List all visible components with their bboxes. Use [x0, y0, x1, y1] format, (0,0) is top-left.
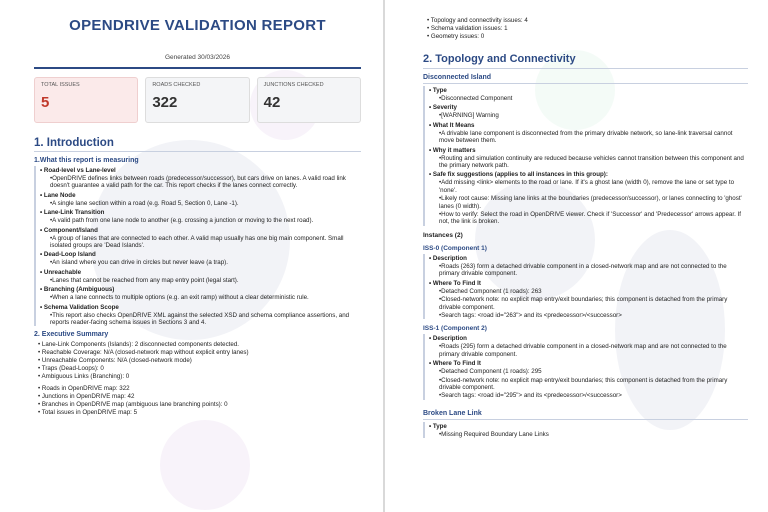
subsection-heading: 1.What this report is measuring	[34, 157, 139, 164]
field-label: • Description	[429, 254, 748, 263]
card-label: JUNCTIONS CHECKED	[263, 82, 324, 88]
field-value: • Closed-network note: no explicit map entry/exit boundaries; this component is detached from the primary drivable component.	[429, 296, 748, 311]
definition-term: • Schema Validation Scope	[40, 303, 361, 312]
card-label: ROADS CHECKED	[152, 82, 201, 88]
issue-details	[423, 422, 748, 438]
summary-list-1	[34, 341, 361, 381]
card-value: 322	[152, 94, 178, 111]
field-value: • Detached Component (1 roads): 263	[429, 288, 748, 295]
list-item: • Junctions in OpenDRIVE map: 42	[34, 393, 361, 401]
list-item: • Schema validation issues: 1	[423, 25, 748, 33]
definition-text: • Lanes that cannot be reached from any map entry point (legal start).	[40, 277, 361, 284]
field-value: • Disconnected Component	[429, 95, 748, 102]
field-value: • Roads {263} form a detached drivable component in a closed-network map and are not connected to the primary drivable component.	[429, 263, 748, 278]
report-page-1	[0, 0, 383, 512]
list-item: • Traps (Dead-Loops): 0	[34, 365, 361, 373]
field-label: • Where To Find It	[429, 359, 748, 368]
definition-term: • Lane-Link Transition	[40, 208, 361, 217]
definition-text: • When a lane connects to multiple options (e.g. an exit ramp) without a clear deterministic rule.	[40, 294, 361, 301]
field-value: • Closed-network note: no explicit map entry/exit boundaries; this component is detached from the primary drivable component.	[429, 377, 748, 392]
definition-text: • A group of lanes that are connected to each other. A valid map usually has one big main component. Small isolated groups are 'Dead Islands'.	[40, 235, 361, 250]
definition-term: • Lane Node	[40, 191, 361, 200]
instance-details	[423, 254, 748, 319]
card-label: TOTAL ISSUES	[41, 82, 80, 88]
roads-checked-card	[145, 77, 249, 123]
definition-term: • Road-level vs Lane-level	[40, 166, 361, 175]
field-value: • How to verify: Select the road in OpenDRIVE viewer. Check if 'Successor' and 'Predecessor' arrows appear. If not, the link is broken.	[429, 211, 748, 226]
instance-title: ISS-0 (Component 1)	[423, 244, 487, 252]
definition-text: • A valid path from one lane node to another (e.g. crossing a junction or moving to the next road).	[40, 217, 361, 224]
summary-list-2	[34, 385, 361, 417]
field-label: • Type	[429, 422, 748, 431]
list-item: • Branches in OpenDRIVE map (ambiguous lane branching points): 0	[34, 401, 361, 409]
definition-text: • An island where you can drive in circles but never leave (a trap).	[40, 259, 361, 266]
summary-list-3	[423, 17, 748, 41]
watermark-circle	[160, 420, 250, 510]
list-item: • Unreachable Components: N/A (closed-network mode)	[34, 357, 361, 365]
definition-term: • Branching (Ambiguous)	[40, 285, 361, 294]
list-item: • Total issues in OpenDRIVE map: 5	[34, 409, 361, 417]
section-heading-topology: 2. Topology and Connectivity	[423, 53, 748, 69]
junctions-checked-card	[257, 77, 361, 123]
section-heading-introduction: 1. Introduction	[34, 137, 361, 152]
list-item: • Roads in OpenDRIVE map: 322	[34, 385, 361, 393]
definitions-list	[34, 166, 361, 326]
issue-group-title: Disconnected Island	[423, 74, 748, 84]
report-page-2	[385, 0, 768, 512]
definition-text: • A single lane section within a road (e.g. Road 5, Section 0, Lane -1).	[40, 200, 361, 207]
field-value: • [WARNING] Warning	[429, 112, 748, 119]
generated-date: Generated 30/03/2026	[164, 54, 231, 61]
definition-term: • Dead-Loop Island	[40, 250, 361, 259]
summary-cards	[34, 77, 361, 123]
section-heading-executive-summary: 2. Executive Summary	[34, 331, 109, 339]
field-value: • Likely root cause: Missing lane links at the boundaries (predecessor/successor), or lanes connecting to 'ghost' lanes (0 width).	[429, 195, 748, 210]
list-item: • Topology and connectivity issues: 4	[423, 17, 748, 25]
field-value: • Routing and simulation continuity are reduced because vehicles cannot transition between this component and the primary network path.	[429, 155, 748, 170]
field-label: • Safe fix suggestions (applies to all instances in this group):	[429, 170, 748, 179]
list-item: • Ambiguous Links (Branching): 0	[34, 373, 361, 381]
list-item: • Lane-Link Components (Islands): 2 disconnected components detected.	[34, 341, 361, 349]
card-value: 5	[41, 94, 50, 111]
definition-term: • Unreachable	[40, 268, 361, 277]
field-label: • Severity	[429, 103, 748, 112]
card-value: 42	[263, 94, 281, 111]
field-value: • A drivable lane component is disconnected from the primary drivable network, so lane-link traversal cannot move between them.	[429, 130, 748, 145]
definition-text: • OpenDRIVE defines links between roads (predecessor/successor), but cars drive on lanes. A valid road link doesn't guarantee a valid path for the car. This report checks if the lanes connect correctly.	[40, 175, 361, 190]
instance-title: ISS-1 (Component 2)	[423, 325, 487, 333]
title-divider	[34, 67, 361, 69]
field-value: • Search tags: <road id="263"> and its <predecessor>/<successor>	[429, 312, 748, 319]
total-issues-card	[34, 77, 138, 123]
list-item: • Reachable Coverage: N/A (closed-network map without explicit entry lanes)	[34, 349, 361, 357]
field-label: • Description	[429, 334, 748, 343]
field-label: • Why it matters	[429, 146, 748, 155]
definition-text: • This report also checks OpenDRIVE XML against the selected XSD and schema compliance assertions, and reports reader-facing schema issues in Sections 3 and 4.	[40, 312, 361, 327]
field-value: • Detached Component (1 roads): 295	[429, 368, 748, 375]
field-value: • Search tags: <road id="295"> and its <predecessor>/<successor>	[429, 392, 748, 399]
instances-label: Instances (2)	[423, 231, 463, 239]
field-label: • What It Means	[429, 121, 748, 130]
list-item: • Geometry issues: 0	[423, 33, 748, 41]
report-title: OPENDRIVE VALIDATION REPORT	[69, 17, 326, 34]
issue-group-title: Broken Lane Link	[423, 410, 748, 420]
field-value: • Add missing <link> elements to the road or lane. If it's a ghost lane (width 0), remove the lane or set type to 'none'.	[429, 179, 748, 194]
field-label: • Type	[429, 86, 748, 95]
issue-details	[423, 86, 748, 226]
field-value: • Missing Required Boundary Lane Links	[429, 431, 748, 438]
instance-details	[423, 334, 748, 399]
field-label: • Where To Find It	[429, 279, 748, 288]
field-value: • Roads {295} form a detached drivable component in a closed-network map and are not connected to the primary drivable component.	[429, 343, 748, 358]
definition-term: • Component/Island	[40, 226, 361, 235]
